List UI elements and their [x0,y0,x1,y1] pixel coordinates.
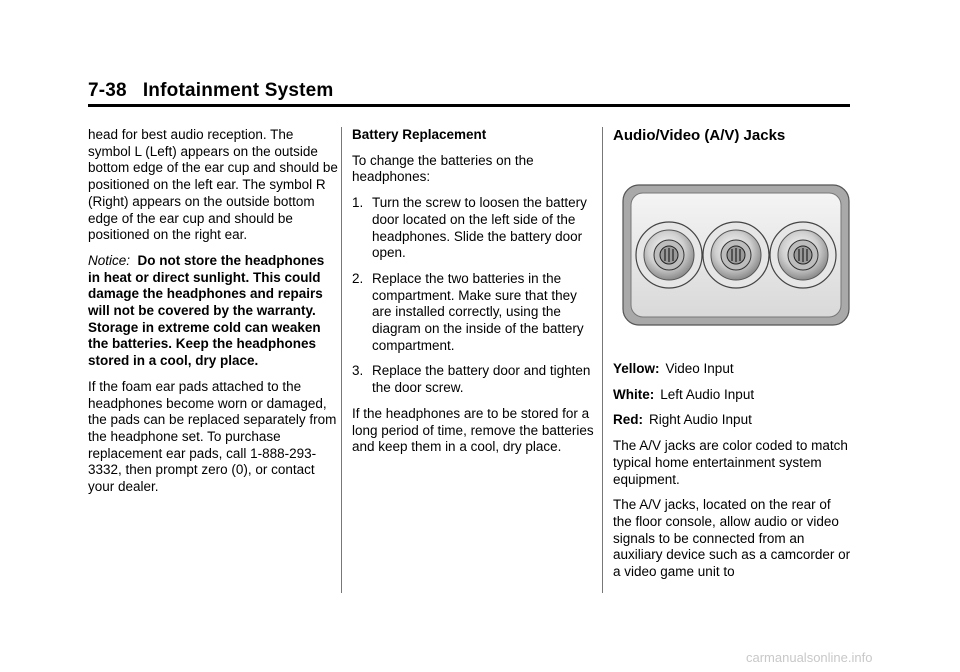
paragraph: If the foam ear pads attached to the headphones become worn or damaged, the pads can be replaced separately from the headphone set. To purchase replacement ear pads, call 1-888-293-3332, then prompt zero (0), or contact your dealer. [88,378,337,495]
steps-list [352,195,596,397]
jack-desc: Video Input [665,361,734,376]
column-left [88,127,338,505]
paragraph: head for best audio reception. The symbol L (Left) appears on the outside bottom edge of the ear cup and should be positioned on the left ear. The symbol R (Right) appears on the outside bottom edge of the ear cup and should be positioned on the right ear. [88,127,338,243]
paragraph: The A/V jacks are color coded to match typical home entertainment system equipment. [613,438,848,487]
step-text: Turn the screw to loosen the battery door located on the left side of the headphones. Slide the battery door open. [372,195,587,261]
jack-definition [613,412,853,429]
step-number: 1. [352,195,364,211]
jack-icon [636,222,702,288]
page-header [88,80,334,102]
paragraph: The A/V jacks, located on the rear of the floor console, allow audio or video signals to be connected from an auxiliary device such as a camcorder or a video game unit to [613,497,851,580]
jack-desc: Right Audio Input [649,412,752,428]
jack-label: Yellow: [613,361,660,376]
jack-icon [703,222,769,288]
section-heading: Audio/Video (A/V) Jacks [613,127,786,144]
column-right [613,127,853,590]
watermark: carmanualsonline.info [746,650,873,665]
step-number: 2. [352,270,364,286]
page-number: 7-38 [88,80,127,101]
section-title: Infotainment System [142,80,334,101]
step-number: 3. [352,363,364,379]
av-jacks-illustration [621,183,851,327]
column-divider [341,127,342,593]
jack-label: Red: [613,412,643,428]
column-middle [352,127,596,465]
jack-definition [613,387,853,404]
jack-definition [613,361,853,378]
list-item [352,363,596,396]
jack-icon [770,222,836,288]
notice-label: Notice: [88,252,131,268]
notice-text: Do not store the headphones in heat or direct sunlight. This could damage the headphones and repairs will not be covered by the warranty. Storage in extreme cold can weaken the batteries. Keep the headphones stored in a cool, dry place. [88,252,325,369]
notice [88,253,338,370]
jack-desc: Left Audio Input [660,386,755,402]
paragraph: To change the batteries on the headphones: [352,152,534,185]
header-rule [88,104,850,107]
step-text: Replace the battery door and tighten the door screw. [372,363,591,396]
step-text: Replace the two batteries in the compartment. Make sure that they are installed correctly, using the diagram on the inside of the battery compartment. [372,270,584,353]
list-item [352,271,596,355]
paragraph: If the headphones are to be stored for a long period of time, remove the batteries and keep them in a cool, dry place. [352,405,594,455]
subheading: Battery Replacement [352,127,487,142]
column-divider [602,127,603,593]
jack-label: White: [613,386,655,402]
list-item [352,195,596,262]
